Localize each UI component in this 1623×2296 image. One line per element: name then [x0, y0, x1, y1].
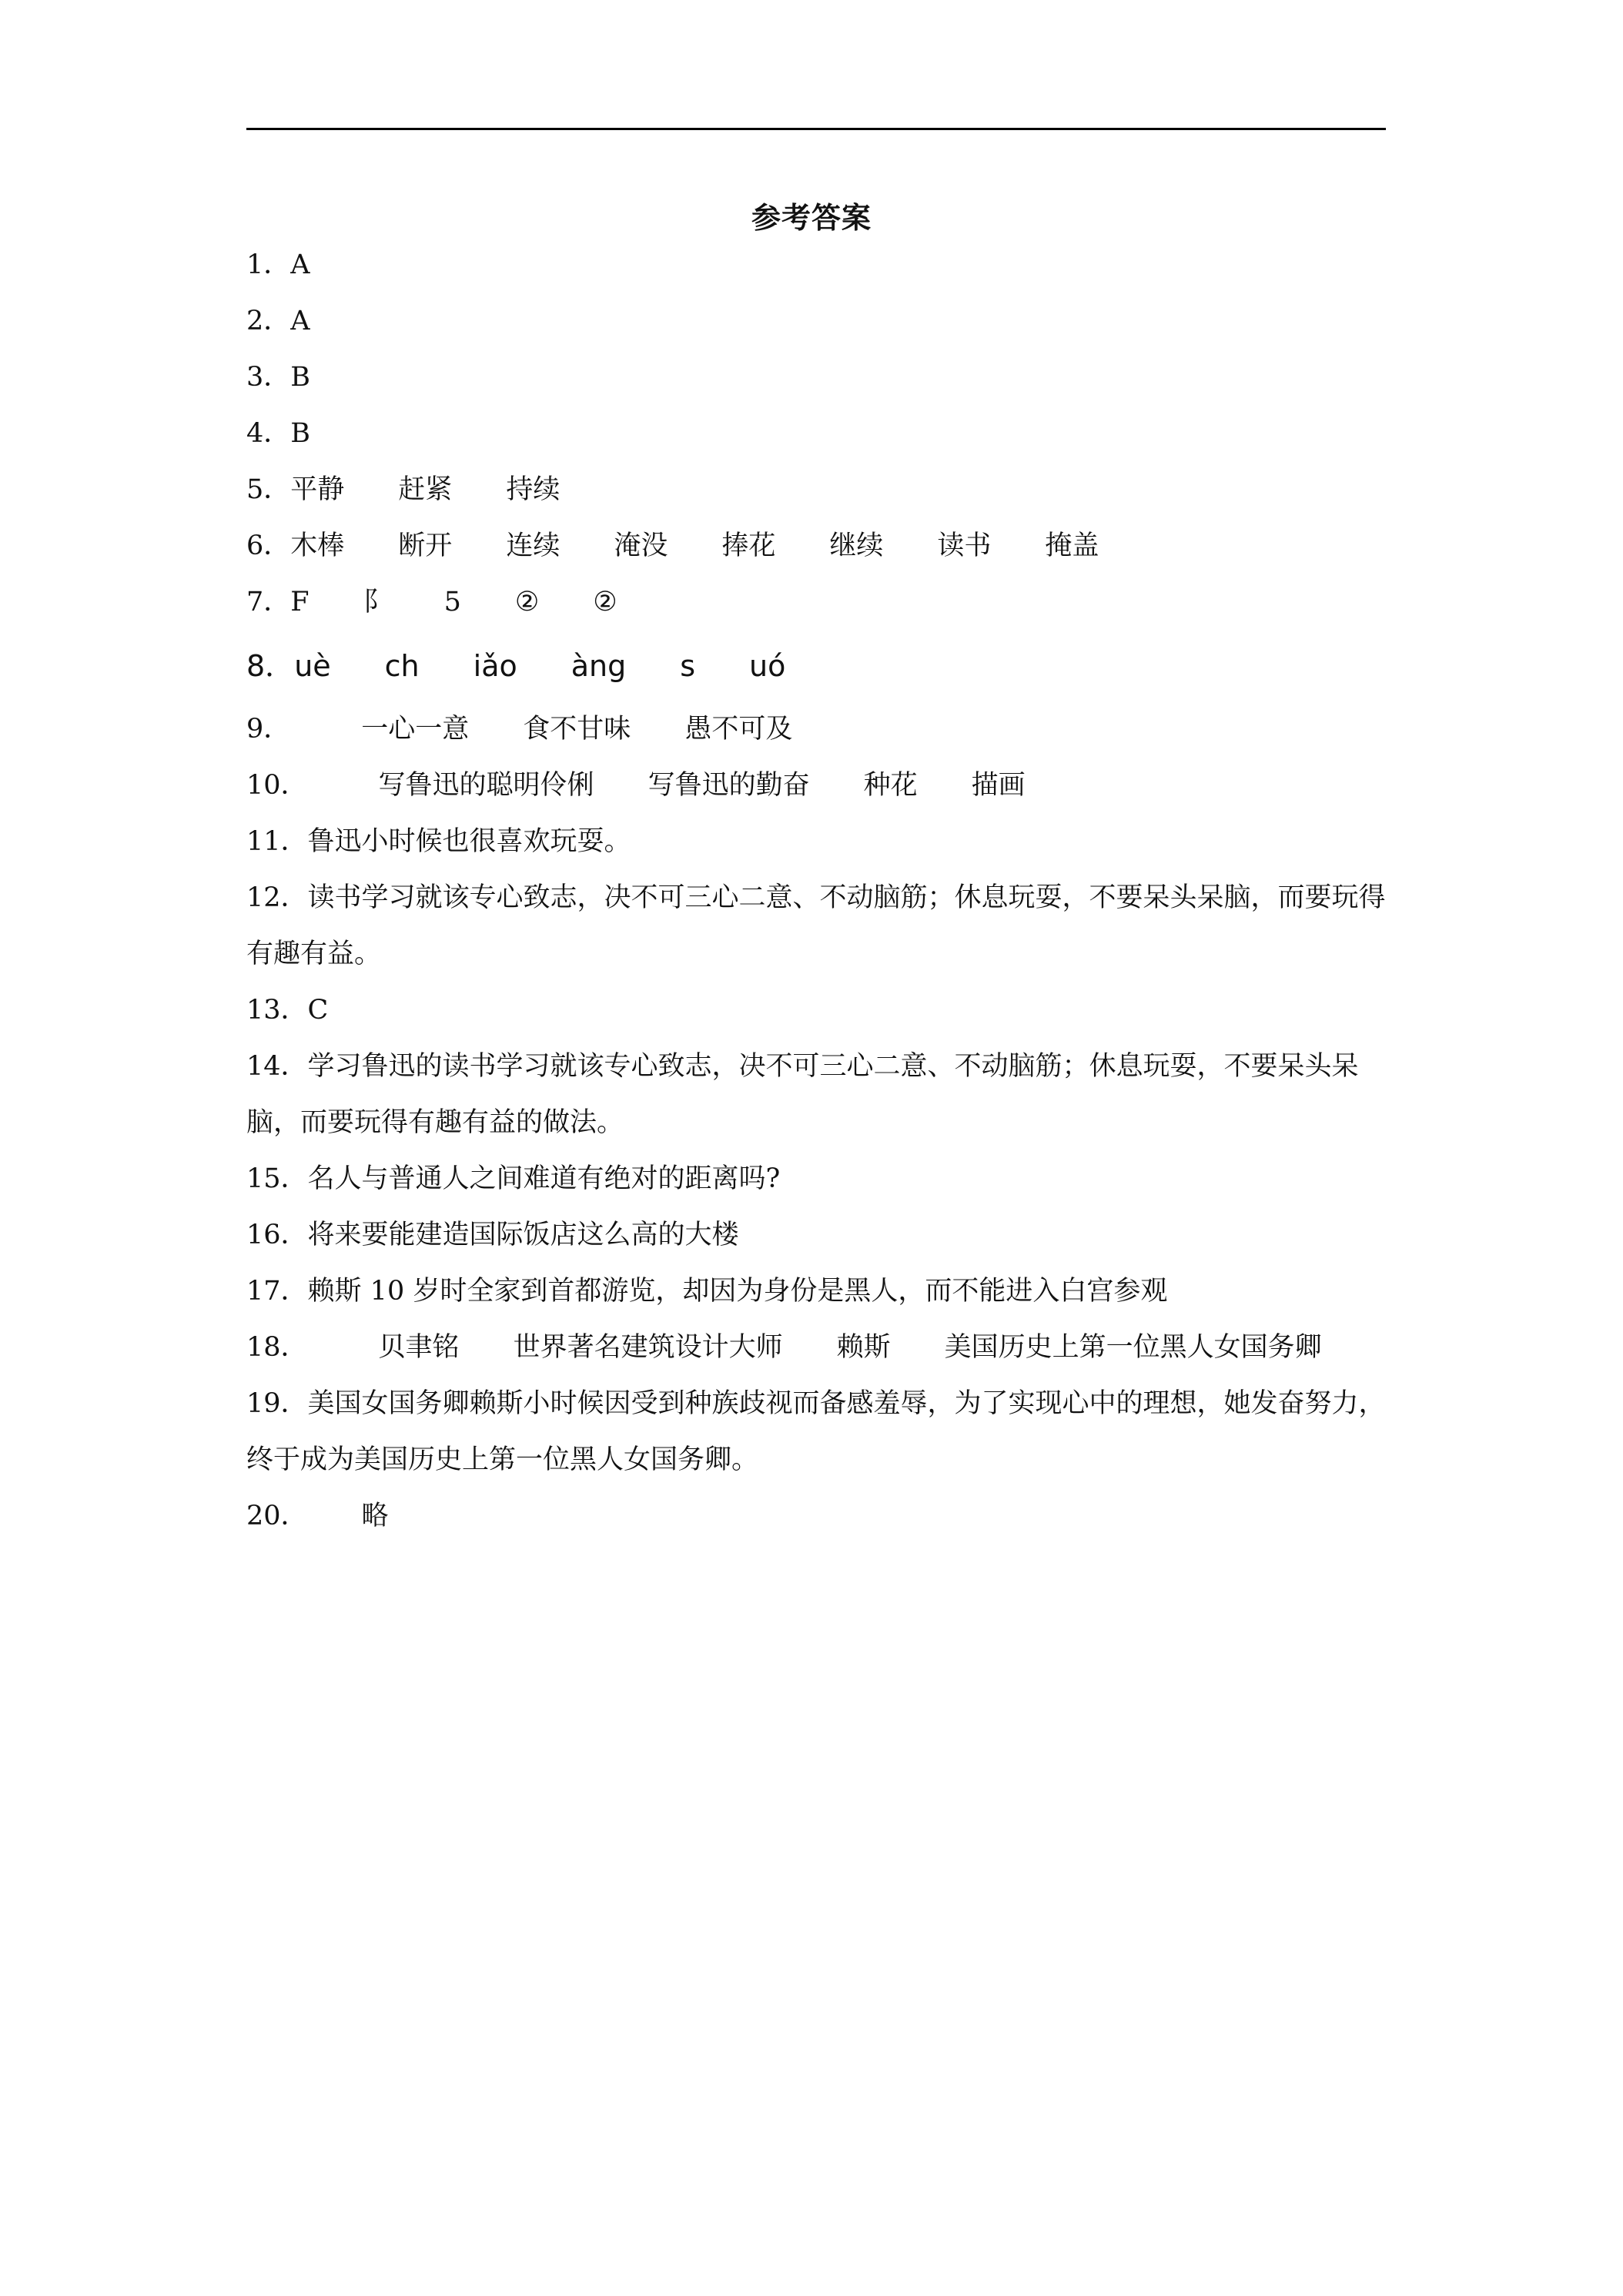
answer-item: ②	[514, 587, 540, 618]
answer-number: 14．	[246, 1051, 308, 1082]
answer-item: iǎo	[473, 649, 517, 683]
answer-item: C	[307, 995, 329, 1026]
answer-item: 一心一意	[361, 714, 470, 745]
answer-number: 5．	[246, 474, 291, 505]
answer-number: 3．	[246, 362, 291, 393]
answer-number: 20．	[246, 1501, 308, 1531]
answer-18	[246, 1320, 1394, 1376]
answer-item: 将来要能建造国际饭店这么高的大楼	[307, 1220, 739, 1250]
answer-number: 13．	[246, 995, 308, 1026]
answer-item: 平静	[290, 474, 345, 505]
answer-item: 持续	[506, 474, 561, 505]
answer-number: 16．	[246, 1220, 308, 1250]
answer-6	[246, 518, 1394, 574]
answer-item: 赖斯	[836, 1332, 891, 1363]
answer-item: 世界著名建筑设计大师	[513, 1332, 783, 1363]
answer-13	[246, 982, 1394, 1039]
answer-number: 1．	[246, 249, 291, 280]
answer-number: 18．	[246, 1332, 308, 1363]
answer-11	[246, 814, 1394, 870]
answer-item: 赶紧	[398, 474, 453, 505]
answer-item: F	[290, 587, 310, 618]
answer-4	[246, 406, 1394, 462]
answer-3	[246, 350, 1394, 406]
answer-number: 15．	[246, 1163, 308, 1194]
answer-5	[246, 462, 1394, 518]
answer-item: 愚不可及	[684, 714, 793, 745]
answer-item: 读书	[937, 530, 992, 561]
answer-item: 赖斯 10 岁时全家到首都游览，却因为身份是黑人，而不能进入白宫参观	[307, 1276, 1168, 1307]
answer-12	[246, 870, 1394, 982]
answer-item: B	[290, 418, 311, 449]
answer-number: 10．	[246, 770, 308, 801]
answer-item: àng	[571, 649, 627, 683]
answer-item: 贝聿铭	[378, 1332, 460, 1363]
answer-item: 继续	[829, 530, 884, 561]
answer-9	[246, 701, 1394, 758]
answer-number: 4．	[246, 418, 291, 449]
answer-17	[246, 1263, 1394, 1320]
answer-number: 7．	[246, 587, 291, 618]
answer-1	[246, 237, 1394, 293]
answer-item: 种花	[863, 770, 918, 801]
answer-item: A	[290, 249, 310, 280]
answer-15	[246, 1151, 1394, 1207]
answer-item: 学习鲁迅的读书学习就该专心致志，决不可三心二意、不动脑筋；休息玩耍，不要呆头呆脑，而要玩得有趣有益的做法。	[246, 1051, 1359, 1138]
answer-2	[246, 293, 1394, 350]
page-title: 参考答案	[751, 200, 872, 235]
answer-item: B	[290, 362, 311, 393]
answer-item: 掩盖	[1045, 530, 1099, 561]
answer-19	[246, 1376, 1394, 1488]
answer-item: 描画	[971, 770, 1026, 801]
answer-number: 8．	[246, 649, 295, 683]
answer-list	[246, 237, 1394, 1545]
answer-item: 食不甘味	[523, 714, 631, 745]
answer-number: 9．	[246, 714, 291, 745]
answer-item: 写鲁迅的勤奋	[648, 770, 810, 801]
answer-number: 11．	[246, 826, 308, 857]
answer-item: 名人与普通人之间难道有绝对的距离吗?	[307, 1163, 781, 1194]
answer-item: 捧花	[721, 530, 776, 561]
answer-item: A	[290, 306, 310, 336]
answer-7	[246, 574, 1394, 631]
answer-number: 2．	[246, 306, 291, 336]
answer-item: 略	[361, 1501, 389, 1531]
answer-item: 美国历史上第一位黑人女国务卿	[944, 1332, 1322, 1363]
answer-item: 读书学习就该专心致志，决不可三心二意、不动脑筋；休息玩耍，不要呆头呆脑，而要玩得有趣有益。	[246, 882, 1386, 969]
answer-item: ch	[384, 649, 420, 683]
answer-item: 断开	[398, 530, 453, 561]
answer-item: ②	[593, 587, 617, 618]
answer-number: 12．	[246, 882, 308, 913]
answer-16	[246, 1207, 1394, 1263]
answer-number: 17．	[246, 1276, 308, 1307]
answer-item: 木棒	[290, 530, 345, 561]
answer-item: uè	[294, 649, 331, 683]
header-rule	[246, 128, 1386, 130]
answer-8	[246, 631, 1394, 701]
answer-item: uó	[749, 649, 786, 683]
answer-20	[246, 1488, 1394, 1545]
answer-item: 5	[443, 587, 461, 618]
answer-item: 淹没	[614, 530, 668, 561]
answer-item: 连续	[506, 530, 561, 561]
answer-14	[246, 1039, 1394, 1151]
answer-item: 美国女国务卿赖斯小时候因受到种族歧视而备感羞辱，为了实现心中的理想，她发奋努力，终于成为美国历史上第一位黑人女国务卿。	[246, 1388, 1386, 1475]
answer-item: s	[680, 649, 696, 683]
answer-item: 写鲁迅的聪明伶俐	[378, 770, 594, 801]
answer-number: 6．	[246, 530, 291, 561]
answer-item: 阝	[363, 587, 390, 618]
answer-number: 19．	[246, 1388, 308, 1419]
answer-item: 鲁迅小时候也很喜欢玩耍。	[307, 826, 631, 857]
answer-10	[246, 758, 1394, 814]
